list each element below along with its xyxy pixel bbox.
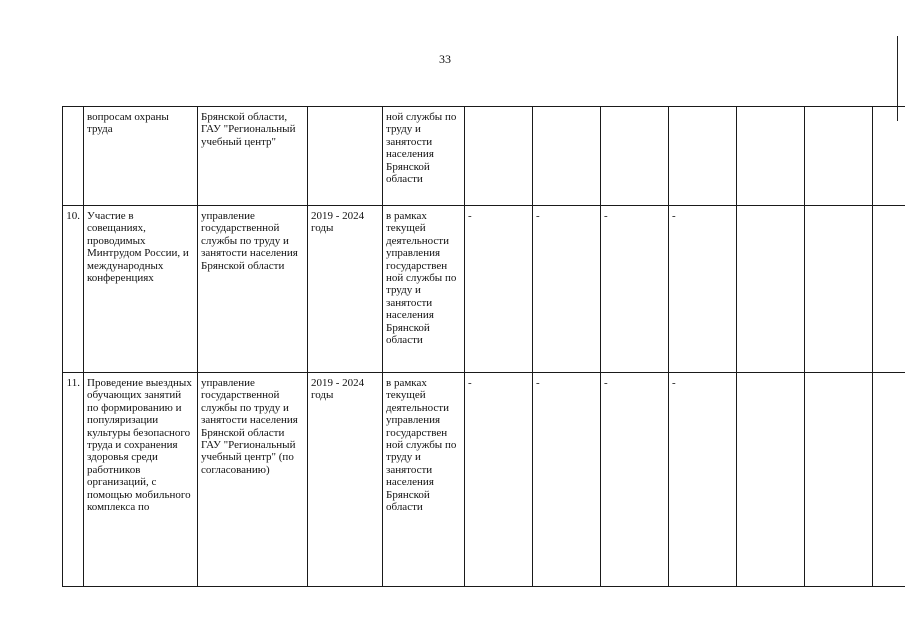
- period-cell: 2019 - 2024 годы: [308, 206, 383, 373]
- value-cell: [873, 206, 905, 373]
- row-number: 11.: [63, 373, 84, 587]
- value-cell: [737, 373, 805, 587]
- executor-cell: управление государственной службы по труду и занятости населения Брянской области ГАУ "Региональный учебный центр" (по согласованию): [198, 373, 308, 587]
- funding-cell: в рамках текущей деятельности управления государствен ной службы по труду и занятости населения Брянской области: [383, 206, 465, 373]
- measures-table: [62, 106, 905, 587]
- table-row: [63, 107, 905, 206]
- value-cell: [805, 107, 873, 206]
- row-number: 10.: [63, 206, 84, 373]
- value-cell: -: [601, 373, 669, 587]
- value-cell: -: [533, 373, 601, 587]
- measure-cell: Участие в совещаниях, проводимых Минтрудом России, и международных конференциях: [84, 206, 198, 373]
- funding-cell: в рамках текущей деятельности управления государствен ной службы по труду и занятости населения Брянской области: [383, 373, 465, 587]
- executor-cell: Брянской области, ГАУ "Региональный учебный центр": [198, 107, 308, 206]
- value-cell: [805, 373, 873, 587]
- value-cell: -: [465, 206, 533, 373]
- value-cell: -: [601, 206, 669, 373]
- table-row: [63, 373, 905, 587]
- executor-cell: управление государственной службы по труду и занятости населения Брянской области: [198, 206, 308, 373]
- value-cell: -: [465, 373, 533, 587]
- value-cell: [533, 107, 601, 206]
- value-cell: [465, 107, 533, 206]
- value-cell: -: [533, 206, 601, 373]
- period-cell: [308, 107, 383, 206]
- table-row: [63, 206, 905, 373]
- value-cell: -: [669, 373, 737, 587]
- value-cell: [873, 373, 905, 587]
- value-cell: [873, 107, 905, 206]
- period-cell: 2019 - 2024 годы: [308, 373, 383, 587]
- value-cell: [601, 107, 669, 206]
- value-cell: [669, 107, 737, 206]
- page-number: 33: [439, 52, 451, 66]
- measure-cell: Проведение выездных обучающих занятий по формированию и популяризации культуры безопасного труда и сохранения здоровья среди работников организаций, с помощью мобильного комплекса по: [84, 373, 198, 587]
- value-cell: [737, 206, 805, 373]
- value-cell: [805, 206, 873, 373]
- measure-cell: вопросам охраны труда: [84, 107, 198, 206]
- value-cell: -: [669, 206, 737, 373]
- row-number: [63, 107, 84, 206]
- funding-cell: ной службы по труду и занятости населения Брянской области: [383, 107, 465, 206]
- value-cell: [737, 107, 805, 206]
